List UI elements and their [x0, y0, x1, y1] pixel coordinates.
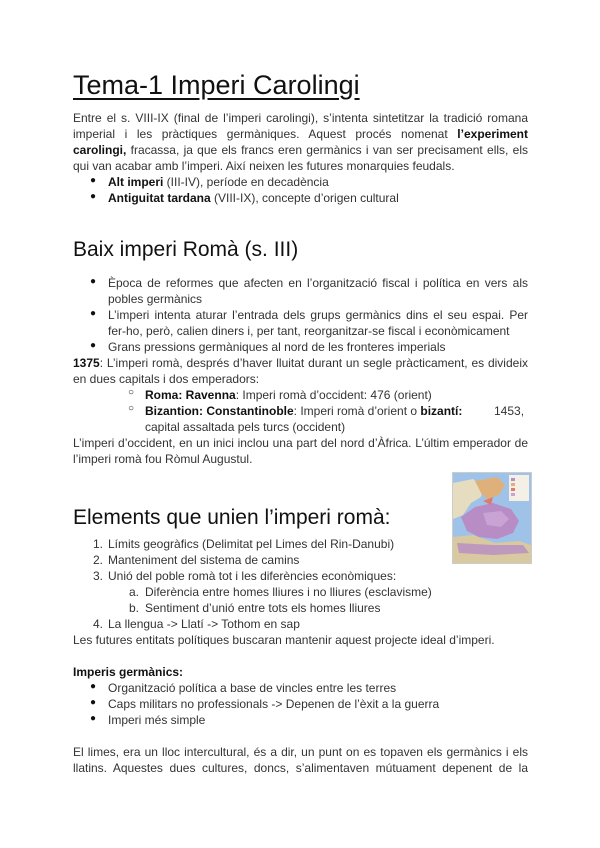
- sub-text: : Imperi romà d’occident: 476 (orient): [235, 388, 432, 402]
- bullet-icon: ●: [90, 308, 97, 319]
- intro-line-3: [73, 142, 528, 158]
- sublist-letter: a.: [129, 585, 140, 599]
- section-heading-baix-imperi: Baix imperi Romà (s. III): [73, 238, 299, 261]
- bullet-icon: ●: [90, 697, 97, 708]
- germanic-bullet-2: Caps militars no professionals -> Depenen de l’èxit a la guerra: [108, 697, 440, 711]
- intro-text: imperial i les pràctiques germàniques. Aquest procés nomenat: [73, 127, 458, 141]
- intro-line-1: Entre el s. VIII-IX (final de l’imperi carolingi), s’intenta sintetitzar la tradició romana: [73, 111, 528, 125]
- bullet-bold: Antiguitat tardana: [108, 191, 211, 205]
- list-item-2: Manteniment del sistema de camins: [108, 553, 300, 567]
- intro-bold-2: carolingi,: [73, 143, 127, 157]
- section3-after: Les futures entitats polítiques buscaran mantenir aquest projecte ideal d’imperi.: [73, 633, 495, 647]
- bullet-text: (VIII-IX), concepte d’origen cultural: [210, 191, 399, 205]
- s2-sub-2: [145, 403, 462, 419]
- bullet-icon: ●: [90, 175, 97, 186]
- s2-sub-2-line-2: capital assaltada pels turcs (occident): [145, 420, 346, 434]
- sublist-letter: b.: [129, 601, 140, 615]
- s2-bullet-3: Grans pressions germàniques al nord de les fronteres imperials: [108, 340, 446, 354]
- list-number: 3.: [93, 569, 104, 583]
- list-item-4: La llengua -> Llatí -> Tothom en sap: [108, 617, 300, 631]
- s2-bullet-1-line-2: pobles germànics: [108, 292, 203, 306]
- list-number: 4.: [93, 617, 104, 631]
- sub-bold: Roma: Ravenna: [145, 388, 236, 402]
- sublist-item-a: Diferència entre homes lliures i no lliures (esclavisme): [145, 585, 432, 599]
- circle-bullet-icon: ○: [128, 403, 135, 414]
- s2-bullet-1-line-1: Època de reformes que afecten en l’organització fiscal i política en vers als: [108, 276, 528, 290]
- closing-line-1: El limes, era un lloc intercultural, és a dir, un punt on es topaven els germànics i els: [73, 745, 528, 759]
- page-title: Tema-1 Imperi Carolingi: [73, 70, 360, 100]
- s2-sub-1: [145, 387, 432, 403]
- list-number: 2.: [93, 553, 104, 567]
- section-heading-elements: Elements que unien l’imperi romà:: [73, 506, 391, 529]
- s2-sub-2-year: 1453,: [494, 404, 525, 418]
- s2-para-2-line-1: L’imperi d’occident, en un inici inclou una part del nord d’Àfrica. L’últim emperador de: [73, 436, 528, 450]
- bullet-icon: ●: [90, 191, 97, 202]
- germanic-bullet-1: Organització política a base de vincles entre les terres: [108, 681, 397, 695]
- bullet-icon: ●: [90, 713, 97, 724]
- intro-bold: l’experiment: [457, 127, 528, 141]
- s2-para-1-line-1: [73, 355, 528, 371]
- bullet-text: (III-IV), període en decadència: [163, 175, 329, 189]
- para-text: : L’imperi romà, després d’haver lluitat durant un segle pràcticament, es divideix: [99, 356, 528, 370]
- year-bold: 1375: [73, 356, 100, 370]
- bullet-icon: ●: [90, 340, 97, 351]
- germanic-bullet-3: Imperi més simple: [108, 713, 206, 727]
- list-number: 1.: [93, 537, 104, 551]
- sublist-item-b: Sentiment d’unió entre tots els homes lliures: [145, 601, 381, 615]
- intro-text-2: fracassa, ja que els francs eren germànics i van ser precisament ells, els: [126, 143, 528, 157]
- intro-bullet-1: [108, 174, 329, 190]
- sub-bold: Bizantion: Constantinoble: [145, 404, 294, 418]
- sub-text: : Imperi romà d’orient o: [293, 404, 421, 418]
- map-illustration: [453, 473, 531, 563]
- bullet-icon: ●: [90, 681, 97, 692]
- s2-para-2-line-2: l’imperi romà fou Ròmul Augustul.: [73, 452, 253, 466]
- roman-empire-map-image: [452, 472, 532, 564]
- s2-para-1-line-2: en dues capitals i dos emperadors:: [73, 372, 260, 386]
- intro-line-4: qui van acabar amb l’imperi. Així neixen les futures monarquies feudals.: [73, 159, 455, 173]
- closing-line-2: llatins. Aquestes dues cultures, doncs, s’alimentaven mútuament depenent de la: [73, 761, 528, 775]
- bullet-icon: ●: [90, 276, 97, 287]
- intro-bullet-2: [108, 190, 399, 206]
- s2-bullet-2-line-2: fer-ho, però, calien diners i, per tant, reorganitzar-se fiscal i econòmicament: [108, 324, 510, 338]
- intro-line-2: [73, 126, 528, 142]
- list-item-1: Límits geogràfics (Delimitat pel Limes del Rin-Danubi): [108, 537, 395, 551]
- sub-bold-2: bizantí:: [420, 404, 463, 418]
- s2-bullet-2-line-1: L’imperi intenta aturar l’entrada dels grups germànics dins el seu espai. Per: [108, 308, 528, 322]
- germanic-heading: Imperis germànics:: [73, 665, 184, 679]
- list-item-3: Unió del poble romà tot i les diferències econòmiques:: [108, 569, 397, 583]
- bullet-bold: Alt imperi: [108, 175, 164, 189]
- circle-bullet-icon: ○: [128, 387, 135, 398]
